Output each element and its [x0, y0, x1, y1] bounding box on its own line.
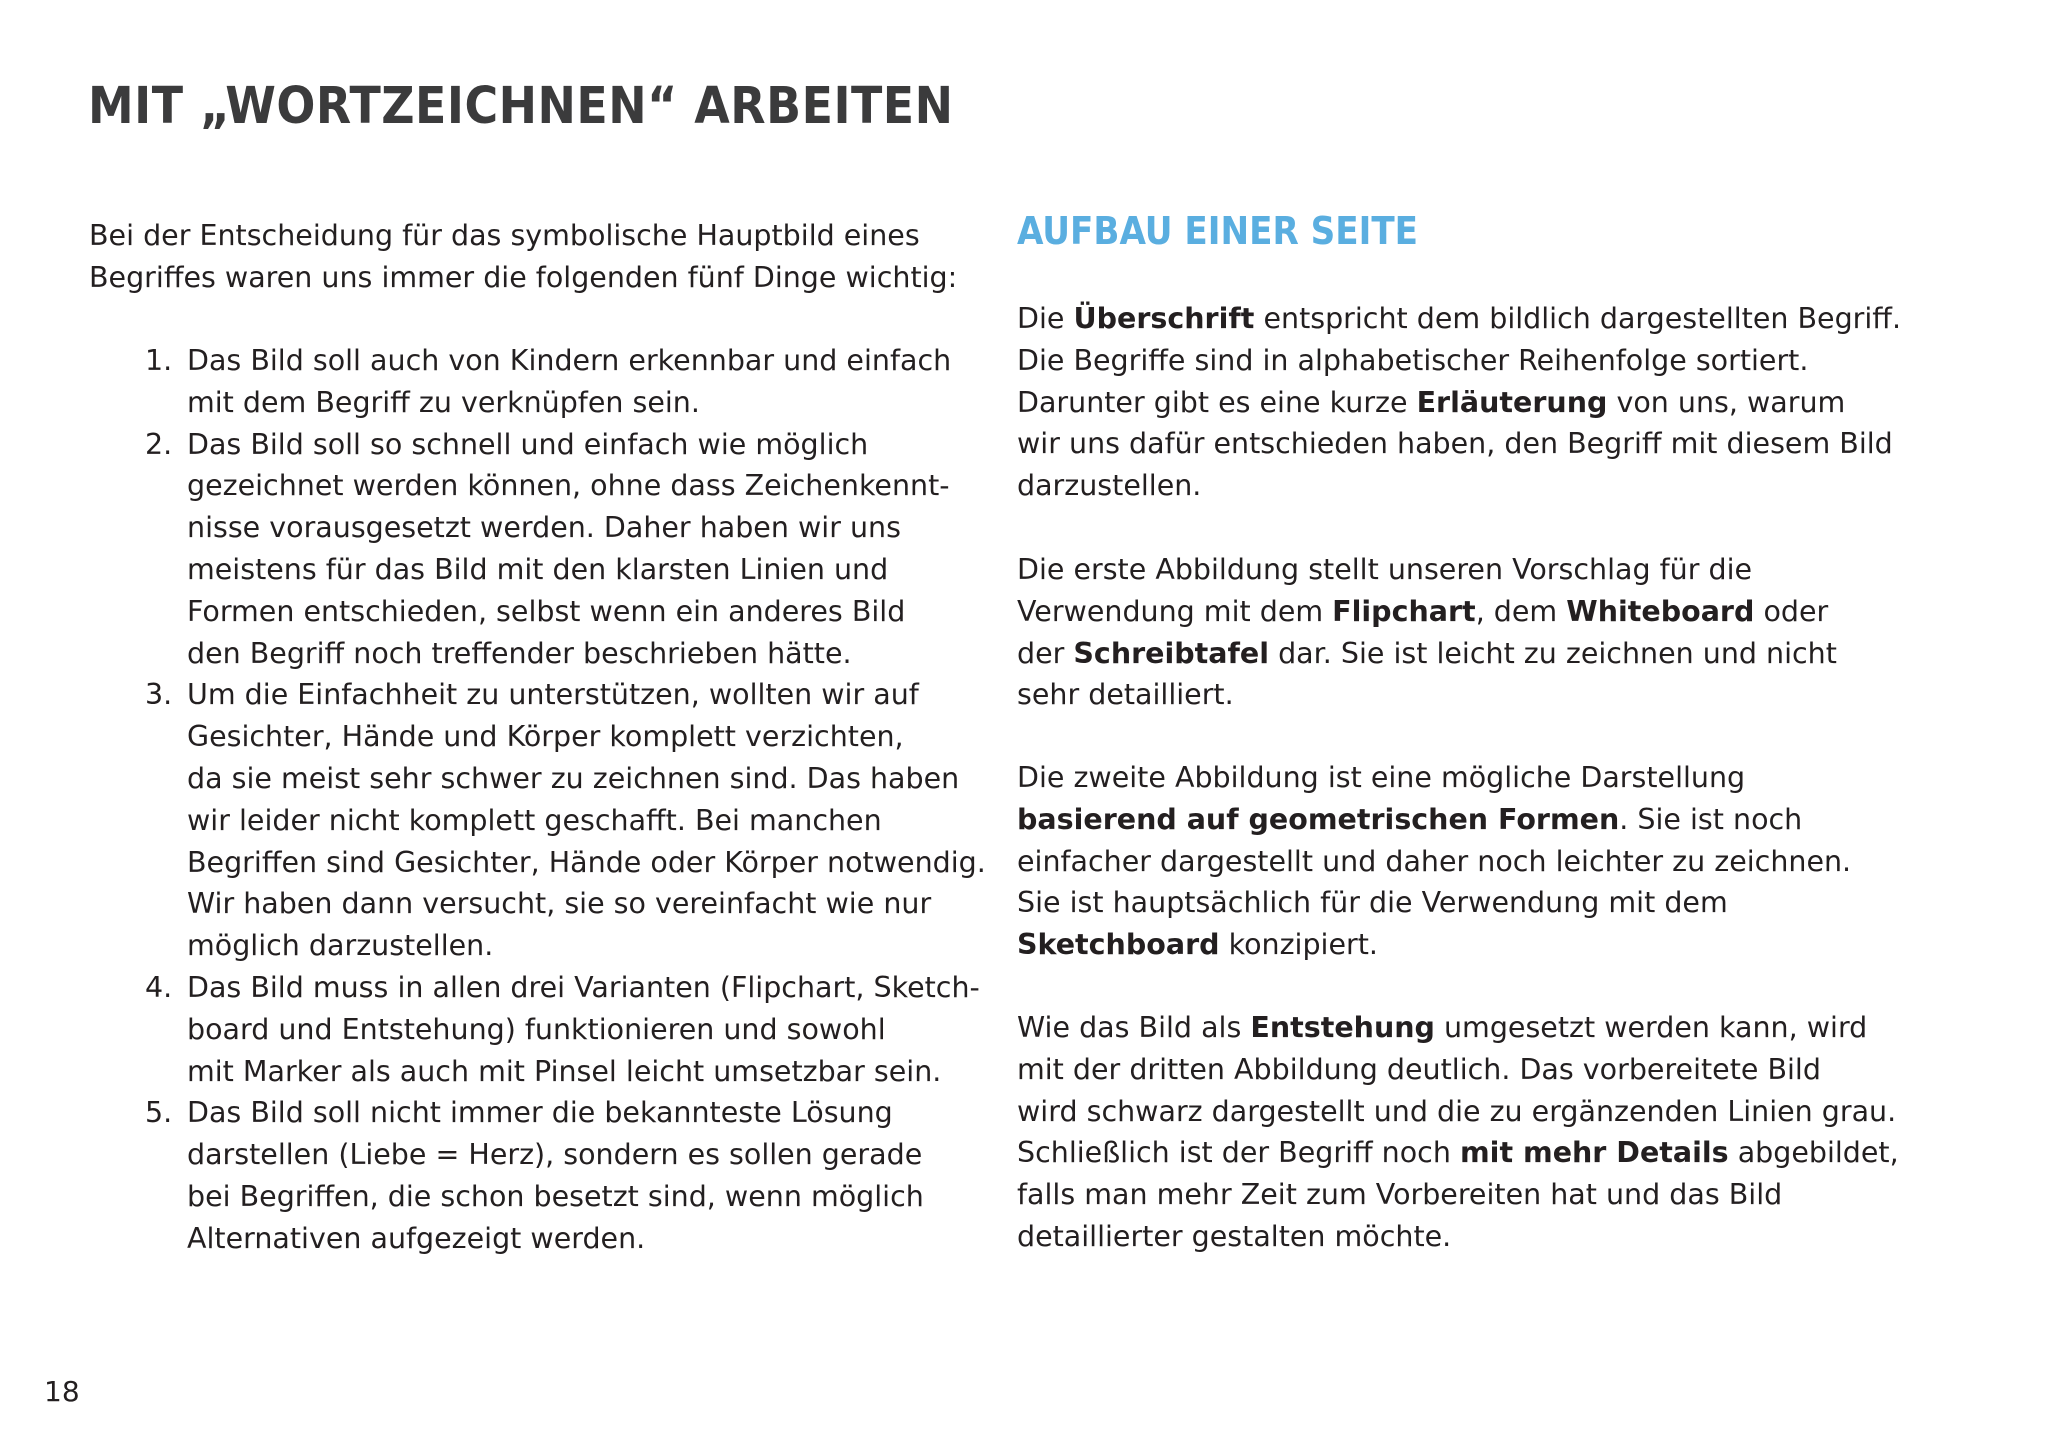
- paragraph-line: Sketchboard konzipiert.: [1017, 928, 1378, 962]
- list-line: meistens für das Bild mit den klarsten Linien und: [187, 552, 889, 586]
- paragraph-line: Die erste Abbildung stellt unseren Vorschlag für die: [1017, 553, 1753, 586]
- list-line: Begriffen sind Gesichter, Hände oder Körper notwendig.: [187, 845, 986, 879]
- paragraph-line: Wie das Bild als Entstehung umgesetzt werden kann, wird: [1017, 1011, 1868, 1044]
- list-line: mit dem Begriff zu verknüpfen sein.: [187, 385, 700, 419]
- paragraph-line: darzustellen.: [1017, 469, 1202, 503]
- list-line: Das Bild soll auch von Kindern erkennbar und einfach: [187, 344, 952, 377]
- list-item: [89, 967, 986, 1092]
- list-item: [89, 424, 986, 675]
- list-line: Gesichter, Hände und Körper komplett verzichten,: [187, 720, 904, 754]
- list-number: 1.: [145, 344, 173, 377]
- list-line: möglich darzustellen.: [187, 929, 494, 963]
- section-heading: AUFBAU EINER SEITE: [1017, 209, 1419, 253]
- paragraph-line: detaillierter gestalten möchte.: [1017, 1219, 1452, 1253]
- paragraph-line: falls man mehr Zeit zum Vorbereiten hat und das Bild: [1017, 1178, 1783, 1212]
- paragraph-third-illustration: [1017, 1007, 1899, 1258]
- bold-term: Erläuterung: [1416, 385, 1608, 419]
- list-line: Das Bild soll so schnell und einfach wie möglich: [187, 427, 869, 461]
- list-line: darstellen (Liebe = Herz), sondern es sollen gerade: [187, 1138, 923, 1172]
- list-line: Um die Einfachheit zu unterstützen, wollten wir auf: [187, 678, 919, 712]
- bold-term: Sketchboard: [1017, 928, 1220, 962]
- list-line: Das Bild muss in allen drei Varianten (Flipchart, Sketch-: [187, 970, 980, 1004]
- paragraph-headline-explanation: [1017, 298, 1901, 507]
- paragraph-second-illustration: [1017, 757, 1851, 966]
- bold-term: Whiteboard: [1566, 594, 1755, 628]
- list-line: den Begriff noch treffender beschrieben hätte.: [187, 636, 852, 670]
- list-number: 5.: [145, 1096, 173, 1130]
- paragraph-line: wird schwarz dargestellt und die zu ergänzenden Linien grau.: [1017, 1094, 1897, 1128]
- paragraph-line: der Schreibtafel dar. Sie ist leicht zu zeichnen und nicht: [1017, 636, 1837, 670]
- intro-line: Begriffes waren uns immer die folgenden fünf Dinge wichtig:: [89, 260, 958, 294]
- intro-line: Bei der Entscheidung für das symbolische Hauptbild eines: [89, 219, 920, 252]
- bold-term: Überschrift: [1073, 302, 1255, 335]
- list-line: Wir haben dann versucht, sie so vereinfacht wie nur: [187, 887, 932, 921]
- list-line: nisse vorausgesetzt werden. Daher haben wir uns: [187, 511, 901, 545]
- list-number: 3.: [145, 678, 173, 712]
- list-line: board und Entstehung) funktionieren und sowohl: [187, 1012, 886, 1046]
- paragraph-line: mit der dritten Abbildung deutlich. Das vorbereitete Bild: [1017, 1052, 1821, 1086]
- bold-term: Schreibtafel: [1073, 636, 1270, 670]
- paragraph-line: basierend auf geometrischen Formen. Sie ist noch: [1017, 802, 1803, 836]
- bold-term: Entstehung: [1250, 1011, 1435, 1044]
- paragraph-line: Sie ist hauptsächlich für die Verwendung mit dem: [1017, 886, 1728, 920]
- list-item: [89, 674, 986, 967]
- bold-term: basierend auf geometrischen Formen: [1017, 802, 1620, 836]
- list-item: [89, 340, 986, 424]
- intro-paragraph: [89, 215, 957, 299]
- list-line: Das Bild soll nicht immer die bekannteste Lösung: [187, 1096, 893, 1130]
- list-line: Formen entschieden, selbst wenn ein anderes Bild: [187, 594, 906, 628]
- bold-term: mit mehr Details: [1459, 1136, 1729, 1170]
- list-line: wir leider nicht komplett geschafft. Bei manchen: [187, 803, 882, 837]
- criteria-list: [89, 340, 986, 1260]
- list-line: Alternativen aufgezeigt werden.: [187, 1221, 646, 1255]
- list-number: 4.: [145, 970, 173, 1004]
- paragraph-line: wir uns dafür entschieden haben, den Begriff mit diesem Bild: [1017, 427, 1893, 461]
- paragraph-first-illustration: [1017, 549, 1837, 716]
- list-number: 2.: [145, 427, 173, 461]
- list-item: [89, 1092, 986, 1259]
- paragraph-line: einfacher dargestellt und daher noch leichter zu zeichnen.: [1017, 844, 1852, 878]
- page-title: MIT „WORTZEICHNEN“ ARBEITEN: [88, 77, 954, 136]
- paragraph-line: Die Überschrift entspricht dem bildlich dargestellten Begriff.: [1017, 302, 1901, 335]
- list-line: mit Marker als auch mit Pinsel leicht umsetzbar sein.: [187, 1054, 942, 1088]
- paragraph-line: Die Begriffe sind in alphabetischer Reihenfolge sortiert.: [1017, 343, 1809, 377]
- paragraph-line: Verwendung mit dem Flipchart, dem Whiteboard oder: [1017, 594, 1829, 628]
- bold-term: Flipchart: [1332, 594, 1476, 628]
- list-line: da sie meist sehr schwer zu zeichnen sind. Das haben: [187, 761, 960, 795]
- paragraph-line: Darunter gibt es eine kurze Erläuterung von uns, warum: [1017, 385, 1846, 419]
- paragraph-line: Schließlich ist der Begriff noch mit mehr Details abgebildet,: [1017, 1136, 1899, 1170]
- list-line: gezeichnet werden können, ohne dass Zeichenkennt-: [187, 469, 950, 503]
- paragraph-line: Die zweite Abbildung ist eine mögliche Darstellung: [1017, 761, 1746, 794]
- list-line: bei Begriffen, die schon besetzt sind, wenn möglich: [187, 1179, 924, 1213]
- page-number: 18: [44, 1375, 80, 1408]
- paragraph-line: sehr detailliert.: [1017, 678, 1234, 712]
